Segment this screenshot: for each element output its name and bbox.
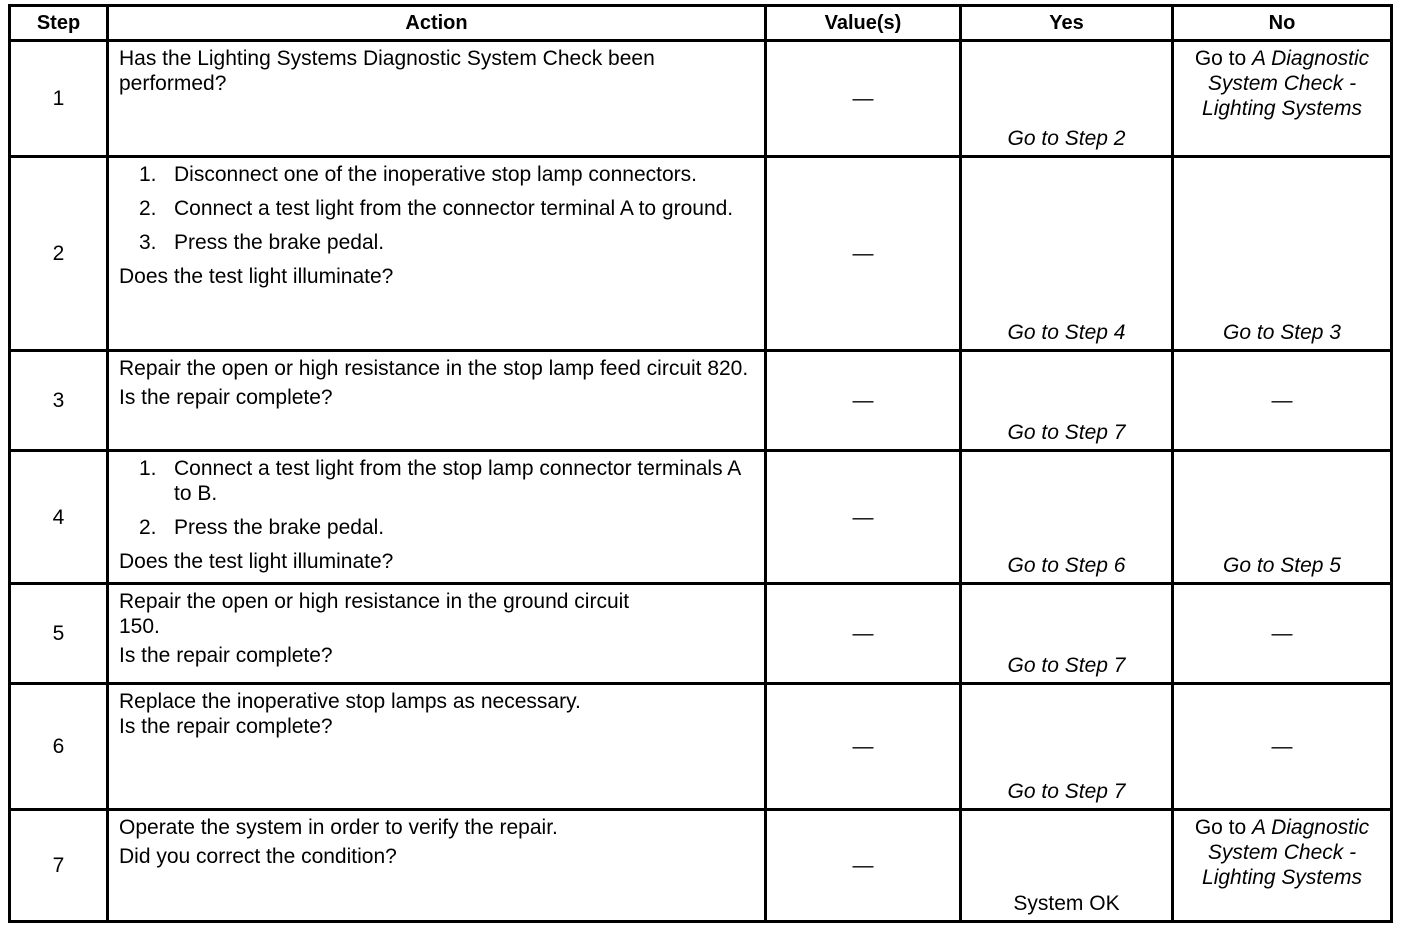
header-step: Step: [10, 6, 108, 41]
step-number: 6: [10, 684, 108, 810]
step-number: 4: [10, 451, 108, 584]
yes-cell: Go to Step 7: [961, 584, 1173, 684]
action-cell: [108, 810, 766, 922]
yes-cell: Go to Step 2: [961, 41, 1173, 157]
no-cell: [1173, 41, 1392, 157]
action-text: Replace the inoperative stop lamps as necessary.: [119, 690, 581, 713]
yes-cell: Go to Step 7: [961, 351, 1173, 451]
no-cell: —: [1173, 684, 1392, 810]
value-cell: —: [766, 584, 961, 684]
no-cell: —: [1173, 351, 1392, 451]
action-cell: [108, 684, 766, 810]
table-row: [10, 584, 1392, 684]
list-item: [119, 515, 754, 540]
action-cell: [108, 584, 766, 684]
step-number: 1: [10, 41, 108, 157]
table-row: [10, 157, 1392, 351]
action-text: Has the Lighting Systems Diagnostic System Check been performed?: [119, 47, 655, 95]
action-steps: [119, 456, 754, 540]
no-link: A Diagnostic System Check - Lighting Systems: [1202, 47, 1370, 120]
header-action: Action: [108, 6, 766, 41]
list-item: [119, 230, 754, 255]
header-yes: Yes: [961, 6, 1173, 41]
list-item-number: 1.: [139, 457, 157, 480]
no-prefix: Go to: [1194, 47, 1253, 70]
yes-cell: Go to Step 4: [961, 157, 1173, 351]
table-row: [10, 451, 1392, 584]
list-item: [119, 162, 754, 187]
list-item-number: 2.: [139, 197, 157, 220]
action-cell: [108, 157, 766, 351]
action-question: Does the test light illuminate?: [119, 265, 394, 288]
table-row: [10, 684, 1392, 810]
list-item-number: 2.: [139, 516, 157, 539]
table-row: [10, 41, 1392, 157]
yes-cell: Go to Step 7: [961, 684, 1173, 810]
action-cell: [108, 351, 766, 451]
value-cell: —: [766, 451, 961, 584]
action-question: Is the repair complete?: [119, 386, 333, 409]
table-row: [10, 810, 1392, 922]
value-cell: —: [766, 684, 961, 810]
action-question: Does the test light illuminate?: [119, 550, 394, 573]
action-question: Did you correct the condition?: [119, 845, 397, 868]
action-text: Operate the system in order to verify the repair.: [119, 816, 558, 839]
list-item-text: Connect a test light from the stop lamp connector terminals A to B.: [174, 457, 741, 505]
step-number: 2: [10, 157, 108, 351]
table-row: [10, 351, 1392, 451]
header-values: Value(s): [766, 6, 961, 41]
list-item-number: 3.: [139, 231, 157, 254]
list-item: [119, 456, 754, 506]
no-cell: [1173, 810, 1392, 922]
no-link: A Diagnostic System Check - Lighting Systems: [1202, 816, 1370, 889]
action-question: Is the repair complete?: [119, 644, 333, 667]
yes-cell: System OK: [961, 810, 1173, 922]
no-cell: Go to Step 5: [1173, 451, 1392, 584]
action-steps: [119, 162, 754, 255]
action-text: Repair the open or high resistance in the ground circuit 150.: [119, 590, 630, 638]
yes-cell: Go to Step 6: [961, 451, 1173, 584]
action-text: Repair the open or high resistance in the stop lamp feed circuit 820.: [119, 357, 749, 380]
value-cell: —: [766, 41, 961, 157]
action-cell: [108, 41, 766, 157]
step-number: 5: [10, 584, 108, 684]
step-number: 7: [10, 810, 108, 922]
action-cell: [108, 451, 766, 584]
no-cell: Go to Step 3: [1173, 157, 1392, 351]
value-cell: —: [766, 351, 961, 451]
diagnostic-table: [8, 4, 1393, 923]
value-cell: —: [766, 810, 961, 922]
header-row: [10, 6, 1392, 41]
no-prefix: Go to: [1194, 816, 1253, 839]
no-cell: —: [1173, 584, 1392, 684]
list-item: [119, 196, 754, 221]
step-number: 3: [10, 351, 108, 451]
list-item-text: Disconnect one of the inoperative stop lamp connectors.: [174, 163, 697, 186]
list-item-text: Press the brake pedal.: [174, 231, 385, 254]
list-item-text: Press the brake pedal.: [174, 516, 385, 539]
list-item-number: 1.: [139, 163, 157, 186]
value-cell: —: [766, 157, 961, 351]
header-no: No: [1173, 6, 1392, 41]
list-item-text: Connect a test light from the connector terminal A to ground.: [174, 197, 734, 220]
action-question: Is the repair complete?: [119, 715, 333, 738]
